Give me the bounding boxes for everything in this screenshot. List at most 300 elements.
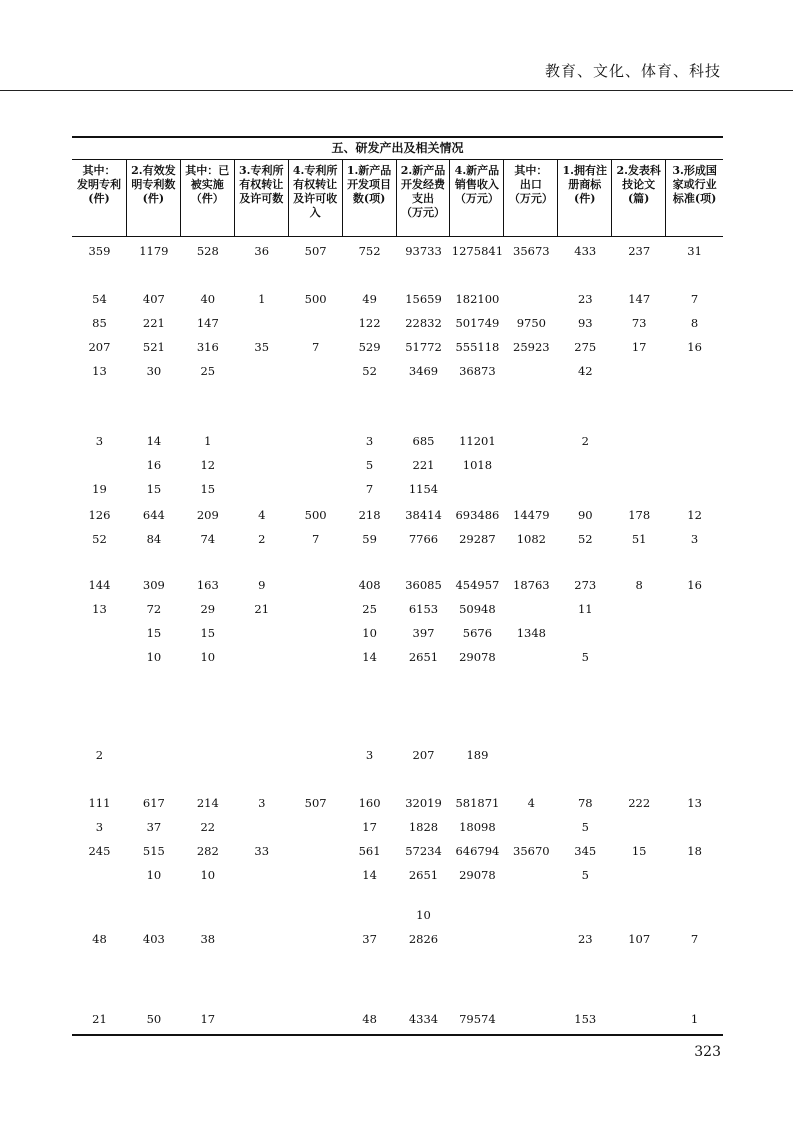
table-cell (450, 907, 504, 923)
table-cell (235, 363, 289, 379)
table-cell: 14479 (513, 508, 550, 522)
table-cell: 10 (416, 908, 431, 922)
table-cell (612, 457, 666, 473)
table-cell: 1348 (516, 626, 546, 640)
table-cell: 555118 (455, 340, 500, 354)
table-cell (612, 601, 666, 617)
table-cell (127, 907, 181, 923)
table-cell: 1179 (139, 244, 169, 258)
table-cell: 72 (146, 602, 162, 616)
table-cell: 48 (362, 1012, 377, 1026)
table-cell: 397 (412, 626, 435, 640)
table-cell (612, 907, 666, 923)
table-cell: 12 (200, 458, 216, 472)
table-cell: 36085 (405, 578, 442, 592)
table-cell: 1828 (408, 820, 439, 834)
table-cell: 222 (628, 796, 651, 810)
table-cell: 29 (200, 602, 216, 616)
table-cell: 50948 (459, 602, 496, 616)
table-cell (504, 649, 558, 665)
table-cell: 1 (690, 1012, 699, 1026)
table-cell: 29078 (459, 650, 496, 664)
table-cell (235, 457, 289, 473)
table-cell: 528 (196, 244, 219, 258)
table-cell: 6153 (408, 602, 439, 616)
table-cell: 515 (142, 844, 165, 858)
table-cell: 16 (687, 340, 702, 354)
table-cell (72, 867, 127, 883)
table-cell (612, 1011, 666, 1027)
table-row (72, 1011, 723, 1027)
table-row (72, 315, 723, 331)
table-cell: 57234 (405, 844, 442, 858)
table-cell: 14 (146, 434, 162, 448)
table-cell: 3 (95, 820, 104, 834)
table-cell: 345 (574, 844, 597, 858)
table-cell (612, 819, 666, 835)
table-cell: 15 (631, 844, 647, 858)
table-row (72, 531, 723, 547)
table-cell: 3469 (408, 364, 439, 378)
table-row (72, 819, 723, 835)
column-header-papers: 2.发表科 技论文 (篇) (612, 160, 666, 236)
column-header-new-product-sales: 4.新产品 销售收入 （万元） (450, 160, 504, 236)
table-cell: 13 (92, 602, 107, 616)
table-cell: 160 (358, 796, 381, 810)
table-cell: 59 (362, 532, 377, 546)
table-cell (235, 747, 289, 763)
table-cell: 163 (196, 578, 219, 592)
table-cell: 18 (687, 844, 702, 858)
table-cell (181, 907, 235, 923)
table-cell: 85 (92, 316, 107, 330)
table-cell: 36 (254, 244, 270, 258)
table-cell: 30 (146, 364, 162, 378)
table-cell: 5 (581, 650, 589, 664)
table-cell: 4 (258, 508, 266, 522)
table-cell: 7766 (408, 532, 439, 546)
table-cell: 646794 (455, 844, 500, 858)
table-cell: 52 (92, 532, 107, 546)
table-cell: 21 (254, 602, 270, 616)
table-cell (289, 481, 343, 497)
table-cell: 237 (628, 244, 651, 258)
table-cell: 7 (365, 482, 374, 496)
table-cell: 207 (412, 748, 435, 762)
table-cell (235, 433, 289, 449)
table-cell: 23 (577, 292, 593, 306)
table-cell: 17 (200, 1012, 216, 1026)
table-cell: 35 (254, 340, 270, 354)
table-cell: 2826 (408, 932, 439, 946)
table-cell: 51772 (405, 340, 442, 354)
table-cell (504, 601, 558, 617)
table-cell: 35673 (513, 244, 550, 258)
table-cell: 90 (577, 508, 593, 522)
table-row (72, 601, 723, 617)
column-header-new-product-projects: 1.新产品 开发项目 数(项) (343, 160, 397, 236)
table-cell (612, 649, 666, 665)
table-cell: 1082 (516, 532, 546, 546)
table-cell (289, 931, 343, 947)
table-cell: 7 (311, 532, 320, 546)
table-cell: 221 (412, 458, 435, 472)
column-header-standards: 3.形成国 家或行业 标准(项) (672, 164, 717, 205)
table-cell: 2 (258, 532, 266, 546)
table-cell: 644 (142, 508, 165, 522)
table-cell (235, 625, 289, 641)
table-cell: 21 (92, 1012, 107, 1026)
table-row (72, 481, 723, 497)
table-cell: 111 (88, 796, 111, 810)
table-cell: 214 (196, 796, 219, 810)
table-cell: 316 (196, 340, 219, 354)
table-cell (558, 457, 612, 473)
table-row (72, 291, 723, 307)
table-cell: 1275841 (451, 244, 504, 258)
table-cell (289, 867, 343, 883)
table-cell: 693486 (455, 508, 500, 522)
table-cell: 178 (628, 508, 651, 522)
table-cell (72, 625, 127, 641)
table-cell (235, 1011, 289, 1027)
table-cell: 1154 (408, 482, 439, 496)
table-row (72, 931, 723, 947)
table-cell (504, 819, 558, 835)
table-cell: 189 (466, 748, 489, 762)
table-cell: 17 (362, 820, 377, 834)
table-cell: 25 (362, 602, 377, 616)
table-cell: 7 (690, 292, 699, 306)
table-cell: 4 (527, 796, 535, 810)
table-cell: 37 (362, 932, 377, 946)
table-cell: 433 (574, 244, 597, 258)
table-cell (666, 433, 723, 449)
table-cell: 54 (92, 292, 107, 306)
table-cell (612, 625, 666, 641)
table-cell: 42 (577, 364, 593, 378)
table-cell: 37 (146, 820, 162, 834)
table-cell (181, 747, 235, 763)
table-cell: 32019 (405, 796, 442, 810)
table-cell: 617 (142, 796, 165, 810)
table-cell (289, 315, 343, 331)
page-number: 323 (694, 1044, 721, 1060)
table-cell: 5 (365, 458, 374, 472)
table-cell (612, 747, 666, 763)
column-header-valid-invention-patents: 2.有效发 明专利数 (件) (127, 160, 181, 236)
table-cell: 25 (200, 364, 216, 378)
column-header-row (72, 160, 723, 236)
header-divider (0, 90, 793, 91)
table-cell: 147 (196, 316, 219, 330)
table-cell (235, 315, 289, 331)
table-cell: 3 (365, 748, 374, 762)
column-header-patent-transfers: 3.专利所 有权转让 及许可数 (235, 160, 289, 236)
table-cell (235, 649, 289, 665)
table-cell: 1018 (462, 458, 493, 472)
table-cell (558, 625, 612, 641)
table-cell: 245 (88, 844, 111, 858)
table-cell: 685 (412, 434, 435, 448)
table-cell: 78 (577, 796, 593, 810)
table-cell (666, 907, 723, 923)
table-cell (666, 625, 723, 641)
table-cell: 207 (88, 340, 111, 354)
table-cell: 52 (577, 532, 593, 546)
table-cell: 51 (631, 532, 647, 546)
table-cell: 16 (687, 578, 702, 592)
running-header: 教育、文化、体育、科技 (544, 62, 721, 80)
table-cell: 8 (635, 578, 643, 592)
table-cell: 36873 (459, 364, 496, 378)
table-cell: 209 (196, 508, 219, 522)
table-cell: 1 (204, 434, 212, 448)
table-cell (289, 601, 343, 617)
table-cell: 8 (690, 316, 699, 330)
table-cell: 501749 (455, 316, 500, 330)
table-cell: 122 (358, 316, 381, 330)
table-cell (127, 747, 181, 763)
table-cell: 35670 (513, 844, 550, 858)
table-cell: 84 (146, 532, 162, 546)
table-cell: 147 (628, 292, 651, 306)
table-cell: 1 (258, 292, 266, 306)
table-cell (666, 481, 723, 497)
table-cell (72, 907, 127, 923)
table-cell (450, 481, 504, 497)
table-cell: 275 (574, 340, 597, 354)
table-cell: 500 (304, 508, 327, 522)
column-header-patent-transfer-income: 4.专利所 有权转让 及许可收 入 (289, 160, 343, 236)
table-cell: 407 (142, 292, 165, 306)
table-row (72, 577, 723, 593)
table-cell (504, 747, 558, 763)
table-cell: 3 (365, 434, 374, 448)
table-row (72, 363, 723, 379)
table-cell: 74 (200, 532, 216, 546)
table-cell: 29287 (459, 532, 496, 546)
table-cell (666, 363, 723, 379)
table-cell: 7 (311, 340, 320, 354)
table-body (72, 237, 723, 1035)
table-cell: 2 (581, 434, 589, 448)
table-cell (235, 819, 289, 835)
table-cell: 9 (258, 578, 266, 592)
table-cell: 15659 (405, 292, 442, 306)
table-cell: 93733 (405, 244, 442, 258)
table-row (72, 339, 723, 355)
table-cell (235, 867, 289, 883)
table-cell (72, 649, 127, 665)
table-cell (612, 363, 666, 379)
table-cell: 153 (574, 1012, 597, 1026)
table-cell: 4334 (408, 1012, 439, 1026)
table-cell: 218 (358, 508, 381, 522)
table-cell (504, 907, 558, 923)
column-header-invention-patents: 其中： 发明专利 (件) (72, 160, 127, 236)
table-cell: 507 (304, 244, 327, 258)
table-cell (504, 1011, 558, 1027)
table-row (72, 433, 723, 449)
table-cell: 15 (146, 626, 162, 640)
table-cell (289, 907, 343, 923)
table-cell: 33 (254, 844, 270, 858)
table-cell: 2651 (408, 650, 439, 664)
table-cell: 5 (581, 820, 589, 834)
table-cell (666, 601, 723, 617)
table-cell: 273 (574, 578, 597, 592)
table-row (72, 747, 723, 763)
table-cell: 11201 (459, 434, 496, 448)
table-cell: 282 (196, 844, 219, 858)
table-cell: 3 (95, 434, 104, 448)
table-cell: 2651 (408, 868, 439, 882)
table-cell: 52 (362, 364, 377, 378)
table-cell (558, 481, 612, 497)
table-cell: 10 (200, 650, 216, 664)
table-cell (504, 291, 558, 307)
table-cell: 15 (146, 482, 162, 496)
table-cell (666, 649, 723, 665)
table-cell: 521 (142, 340, 165, 354)
table-cell (666, 867, 723, 883)
table-cell: 454957 (455, 578, 500, 592)
table-cell (504, 433, 558, 449)
table-cell: 9750 (516, 316, 546, 330)
table-cell: 15 (200, 626, 216, 640)
table-row (72, 867, 723, 883)
table-cell: 49 (362, 292, 377, 306)
table-cell (504, 363, 558, 379)
table-cell: 38414 (405, 508, 442, 522)
table-cell: 507 (304, 796, 327, 810)
table-row (72, 907, 723, 923)
table-cell: 50 (146, 1012, 162, 1026)
table-cell (558, 747, 612, 763)
table-cell: 93 (577, 316, 593, 330)
table-cell (558, 907, 612, 923)
table-cell: 40 (200, 292, 216, 306)
table-cell: 18098 (459, 820, 496, 834)
data-table (72, 136, 723, 1035)
table-cell (289, 363, 343, 379)
table-cell: 3 (258, 796, 266, 810)
table-row (72, 795, 723, 811)
table-row (72, 507, 723, 523)
table-cell: 2 (95, 748, 104, 762)
table-cell (289, 649, 343, 665)
table-cell: 13 (687, 796, 702, 810)
table-cell: 15 (200, 482, 216, 496)
table-cell (343, 907, 397, 923)
table-cell: 48 (92, 932, 107, 946)
table-cell (289, 819, 343, 835)
column-header-new-product-expenditure: 2.新产品 开发经费 支出 （万元） (397, 160, 451, 236)
table-cell (289, 457, 343, 473)
table-cell: 403 (142, 932, 165, 946)
table-cell (612, 433, 666, 449)
table-cell: 144 (88, 578, 111, 592)
table-cell: 14 (362, 650, 377, 664)
table-cell (504, 481, 558, 497)
table-cell: 11 (577, 602, 593, 616)
table-row (72, 625, 723, 641)
table-cell: 10 (146, 650, 162, 664)
table-cell (612, 481, 666, 497)
table-cell: 752 (358, 244, 381, 258)
table-cell: 359 (88, 244, 111, 258)
table-row (72, 843, 723, 859)
table-cell: 25923 (513, 340, 550, 354)
table-cell: 17 (631, 340, 647, 354)
table-cell (504, 457, 558, 473)
table-cell: 3 (690, 532, 699, 546)
table-cell: 10 (200, 868, 216, 882)
table-cell: 19 (92, 482, 107, 496)
table-cell (666, 747, 723, 763)
table-cell: 107 (628, 932, 651, 946)
table-cell (289, 747, 343, 763)
table-row (72, 243, 723, 259)
table-cell: 23 (577, 932, 593, 946)
table-cell (612, 867, 666, 883)
table-cell: 182100 (455, 292, 500, 306)
table-cell: 10 (146, 868, 162, 882)
table-cell: 5676 (462, 626, 493, 640)
column-header-implemented: 其中：已 被实施 （件） (181, 160, 235, 236)
table-cell: 408 (358, 578, 381, 592)
table-cell: 7 (690, 932, 699, 946)
table-cell: 581871 (455, 796, 500, 810)
table-cell (289, 1011, 343, 1027)
table-cell: 22 (200, 820, 216, 834)
table-cell: 38 (200, 932, 216, 946)
table-cell (450, 931, 504, 947)
table-cell: 79574 (459, 1012, 496, 1026)
table-cell (289, 577, 343, 593)
column-header-trademarks: 1.拥有注 册商标 (件) (558, 160, 612, 236)
table-cell: 73 (631, 316, 647, 330)
table-cell (235, 481, 289, 497)
table-bottom-rule (72, 1034, 723, 1036)
table-cell: 529 (358, 340, 381, 354)
table-cell: 16 (146, 458, 162, 472)
table-cell: 10 (362, 626, 377, 640)
section-title: 五、研发产出及相关情况 (331, 141, 464, 155)
table-cell (289, 433, 343, 449)
table-cell (235, 931, 289, 947)
column-header-export: 其中： 出口 （万元） (504, 160, 558, 236)
table-cell: 5 (581, 868, 589, 882)
table-cell: 126 (88, 508, 111, 522)
table-cell (72, 457, 127, 473)
table-cell (666, 819, 723, 835)
table-cell: 29078 (459, 868, 496, 882)
table-cell (289, 625, 343, 641)
table-cell: 14 (362, 868, 377, 882)
table-cell (289, 843, 343, 859)
table-cell (235, 907, 289, 923)
table-cell (504, 931, 558, 947)
table-cell: 500 (304, 292, 327, 306)
table-cell: 22832 (405, 316, 442, 330)
table-cell: 18763 (513, 578, 550, 592)
table-cell: 12 (687, 508, 702, 522)
table-cell: 561 (358, 844, 381, 858)
table-cell: 31 (687, 244, 702, 258)
table-row (72, 649, 723, 665)
